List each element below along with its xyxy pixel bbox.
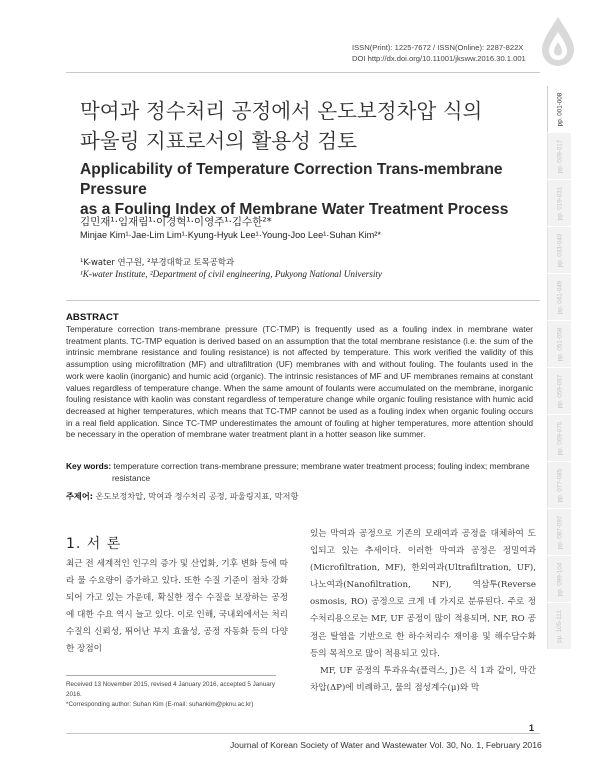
keywords-korean-label: 주제어: [66, 491, 94, 501]
journal-logo-icon [538, 14, 578, 72]
journal-footer: Journal of Korean Society of Water and Wastewater Vol. 30, No. 1, February 2016 [230, 740, 542, 750]
body-right-column [310, 526, 536, 697]
page-range-tab[interactable]: pp. 105-111 [547, 603, 571, 649]
page-range-tab[interactable]: pp. 099-104 [547, 556, 571, 602]
page-range-tab[interactable]: pp. 087-097 [547, 509, 571, 555]
keywords-english [66, 461, 536, 484]
page-range-tab[interactable]: pp. 001-008 [547, 86, 571, 132]
page-range-tab[interactable]: pp. 059-067 [547, 368, 571, 414]
issn-block [352, 42, 526, 64]
page-range-tabs [547, 86, 571, 650]
issn-line: ISSN(Print): 1225-7672 / ISSN(Online): 2287-822X [352, 43, 524, 52]
keywords-korean [66, 491, 298, 502]
abstract-body: Temperature correction trans-membrane pressure (TC-TMP) is frequently used as a fouling index in membrane water treatment plants. TC-TMP equation is derived based on an assumption that the total membrane resistance (i.e. the sum of the intrinsic membrane resistance and fouling resistance) is not affected by temperature. This work verified the validity of this assumption using microfiltration (MF) and ultrafiltration (UF) membranes with and without fouling. The foulants used in the work were kaolin (inorganic) and humic acid (organic). The intrinsic resistances of MF and UF membranes remains at constant values regardless of temperature change. When the same amount of foulants were accumulated on the membrane, inorganic fouling resistance with kaolin was constant regardless of temperature change while organic fouling resistance with humic acid decreased at higher temperatures, which means that TC-TMP cannot be used as a fouling index when organic fouling occurs in a real field application. Since TC-TMP underestimates the amount of fouling at higher temperatures, more attention should be necessary in the operation of membrane water treatment plant in a hotter season like summer. [66, 324, 533, 440]
keywords-label: Key words: [66, 461, 112, 471]
page-range-tab[interactable]: pp. 069-075 [547, 415, 571, 461]
korean-title [80, 96, 540, 156]
received-dates: Received 13 November 2015, revised 4 January 2016, accepted 5 January 2016. [66, 681, 275, 698]
page-number: 1 [529, 723, 535, 733]
keywords-korean-text: 온도보정차압, 막여과 정수처리 공정, 파울링지표, 막저항 [95, 491, 299, 501]
page-range-tab[interactable]: pp. 033-040 [547, 227, 571, 273]
page-range-tab[interactable]: pp. 077-085 [547, 462, 571, 508]
header-divider [66, 72, 540, 73]
abstract-heading: ABSTRACT [66, 312, 119, 323]
page-range-tab[interactable]: pp. 051-058 [547, 321, 571, 367]
corresponding-author: *Corresponding author: Suhan Kim (E-mail: suhankim@pknu.ac.kr) [66, 701, 254, 708]
abstract-divider [66, 300, 540, 301]
page-range-tab[interactable]: pp. 009-017 [547, 133, 571, 179]
footnote-divider [66, 675, 276, 676]
section-heading: 1. 서 론 [66, 536, 122, 552]
english-title [80, 160, 540, 220]
keywords-text: temperature correction trans-membrane pressure; membrane water treatment process; fouling index; membrane resistance [112, 461, 530, 483]
authors-english: Minjae Kim¹·Jae-Lim Lim¹·Kyung-Hyuk Lee¹·Young-Joo Lee¹·Suhan Kim²* [80, 230, 381, 240]
page-range-tab[interactable]: pp. 041-049 [547, 274, 571, 320]
footer-divider [66, 733, 540, 734]
korean-title-line: 파울링 지표로서의 활용성 검토 [80, 129, 357, 153]
footnote [66, 680, 288, 710]
affiliation-korean: ¹K-water 연구원, ²부경대학교 토목공학과 [80, 257, 235, 267]
affiliation-english: ¹K-water Institute, ²Department of civil engineering, Pukyong National University [80, 269, 383, 279]
doi-line: DOI http://dx.doi.org/10.11001/jksww.2016.30.1.001 [352, 54, 526, 63]
english-title-line: as a Fouling Index of Membrane Water Treatment Process [80, 201, 509, 218]
english-title-line: Applicability of Temperature Correction Trans-membrane Pressure [80, 161, 503, 198]
page-range-tab[interactable]: pp. 019-031 [547, 180, 571, 226]
korean-title-line: 막여과 정수처리 공정에서 온도보정차압 식의 [80, 99, 483, 123]
body-paragraph: 있는 막여과 공정으로 기존의 모래여과 공정을 대체하여 도입되고 있는 추세이다. 이러한 막여과 공정은 정밀여과(Microfiltration, MF), 한외여과(Ultrafiltration, UF), 나노여과(Nanofiltration, NF), 역삼투(Reverse osmosis, RO) 공정으로 크게 네 가지로 분류된다. 주로 정수처리용으로는 MF, UF 공정이 많이 적용되며, NF, RO 공정은 탈염을 기반으로 한 하수처리수 재이용 및 해수담수화 등의 목적으로 많이 적용되고 있다. [310, 529, 536, 659]
body-paragraph: MF, UF 공정의 투과유속(플럭스, J)은 식 1과 같이, 막간 차압(ΔP)에 비례하고, 물의 점성계수(μ)와 막 [310, 665, 536, 693]
authors-korean: 김민재¹·임재림¹·이경혁¹·이영주¹·김수한²* [80, 216, 272, 228]
body-left-column: 최근 전 세계적인 인구의 증가 및 산업화, 기후 변화 등에 따라 물 수요량이 증가하고 있다. 또한 수질 기준이 점차 강화되어 가고 있는 가운데, 확실한 정수 수질을 보장하는 공정에 대한 수요 역시 늘고 있다. 이로 인해, 국내외에서는 처리수질의 신뢰성, 뛰어난 부지 효율성, 공정 자동화 등의 다양한 장점이 [66, 559, 288, 655]
